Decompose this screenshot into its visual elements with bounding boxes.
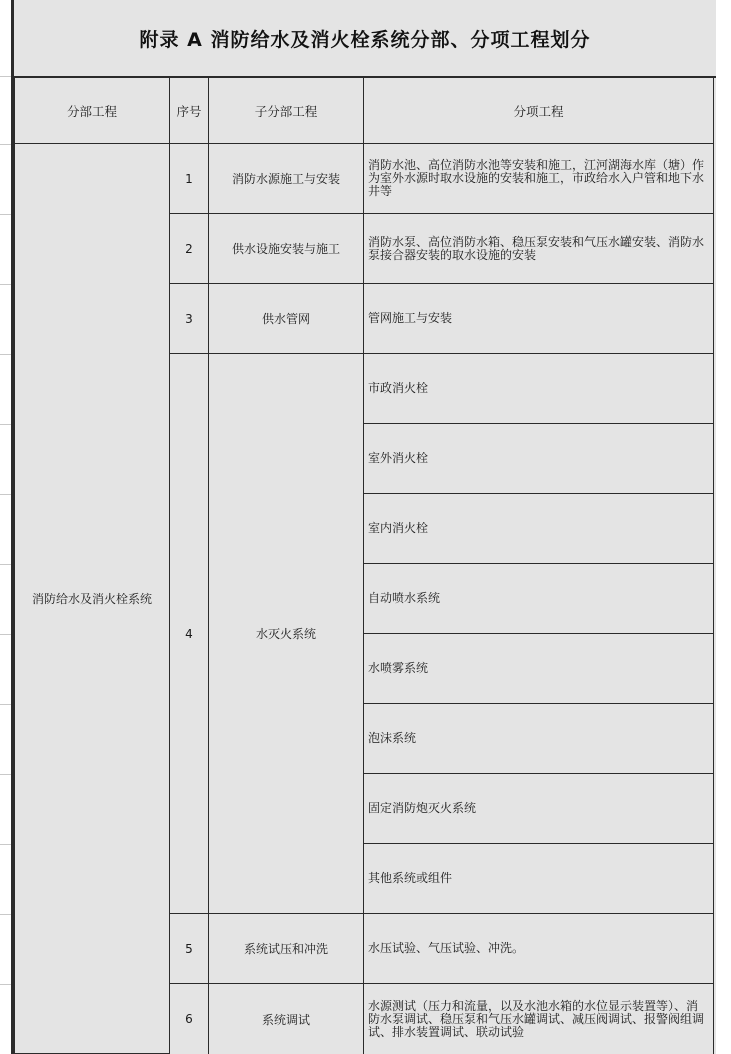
seq-cell[interactable]: 6 (170, 984, 209, 1054)
header-division[interactable]: 分部工程 (14, 78, 170, 144)
seq-cell[interactable]: 3 (170, 284, 209, 354)
seq-cell[interactable]: 1 (170, 144, 209, 214)
sub-division-cell[interactable]: 消防水源施工与安装 (209, 144, 364, 214)
gutter-row-line (0, 494, 11, 495)
header-sub-division[interactable]: 子分部工程 (209, 78, 364, 144)
title-cell[interactable] (14, 0, 716, 78)
gutter-row-line (0, 76, 11, 77)
item-cell[interactable]: 水源测试（压力和流量，以及水池水箱的水位显示装置等）、消防水泵调试、稳压泵和气压水罐调试、减压阀调试、报警阀组调试、排水装置调试、联动试验 (364, 984, 714, 1054)
seq-cell[interactable]: 5 (170, 914, 209, 984)
item-cell[interactable]: 水喷雾系统 (364, 634, 714, 704)
division-table (14, 78, 716, 1054)
gutter-row-line (0, 354, 11, 355)
item-cell[interactable]: 市政消火栓 (364, 354, 714, 424)
gutter-row-line (0, 144, 11, 145)
gutter-row-line (0, 914, 11, 915)
gutter-row-line (0, 424, 11, 425)
sub-division-cell[interactable]: 供水管网 (209, 284, 364, 354)
sub-division-cell[interactable]: 系统试压和冲洗 (209, 914, 364, 984)
gutter-row-line (0, 564, 11, 565)
gutter-row-line (0, 284, 11, 285)
item-cell[interactable]: 消防水池、高位消防水池等安装和施工，江河湖海水库（塘）作为室外水源时取水设施的安装和施工，市政给水入户管和地下水井等 (364, 144, 714, 214)
gutter-row-line (0, 844, 11, 845)
item-cell[interactable]: 固定消防炮灭火系统 (364, 774, 714, 844)
sub-division-cell[interactable]: 供水设施安装与施工 (209, 214, 364, 284)
item-cell[interactable]: 室外消火栓 (364, 424, 714, 494)
page-title: 附录 A 消防给水及消火栓系统分部、分项工程划分 (139, 28, 591, 51)
item-cell[interactable]: 水压试验、气压试验、冲洗。 (364, 914, 714, 984)
header-seq[interactable]: 序号 (170, 78, 209, 144)
sub-division-cell[interactable]: 系统调试 (209, 984, 364, 1054)
sub-division-cell[interactable]: 水灭火系统 (209, 354, 364, 914)
gutter-row-line (0, 774, 11, 775)
item-cell[interactable]: 泡沫系统 (364, 704, 714, 774)
division-cell[interactable]: 消防给水及消火栓系统 (14, 144, 170, 1054)
gutter-row-line (0, 704, 11, 705)
item-cell[interactable]: 消防水泵、高位消防水箱、稳压泵安装和气压水罐安装、消防水泵接合器安装的取水设施的安装 (364, 214, 714, 284)
item-cell[interactable]: 室内消火栓 (364, 494, 714, 564)
gutter-row-line (0, 984, 11, 985)
seq-cell[interactable]: 4 (170, 354, 209, 914)
item-cell[interactable]: 管网施工与安装 (364, 284, 714, 354)
gutter-row-line (0, 634, 11, 635)
seq-cell[interactable]: 2 (170, 214, 209, 284)
spreadsheet-right-gutter (715, 0, 731, 1054)
header-item[interactable]: 分项工程 (364, 78, 714, 144)
gutter-row-line (0, 214, 11, 215)
item-cell[interactable]: 其他系统或组件 (364, 844, 714, 914)
item-cell[interactable]: 自动喷水系统 (364, 564, 714, 634)
